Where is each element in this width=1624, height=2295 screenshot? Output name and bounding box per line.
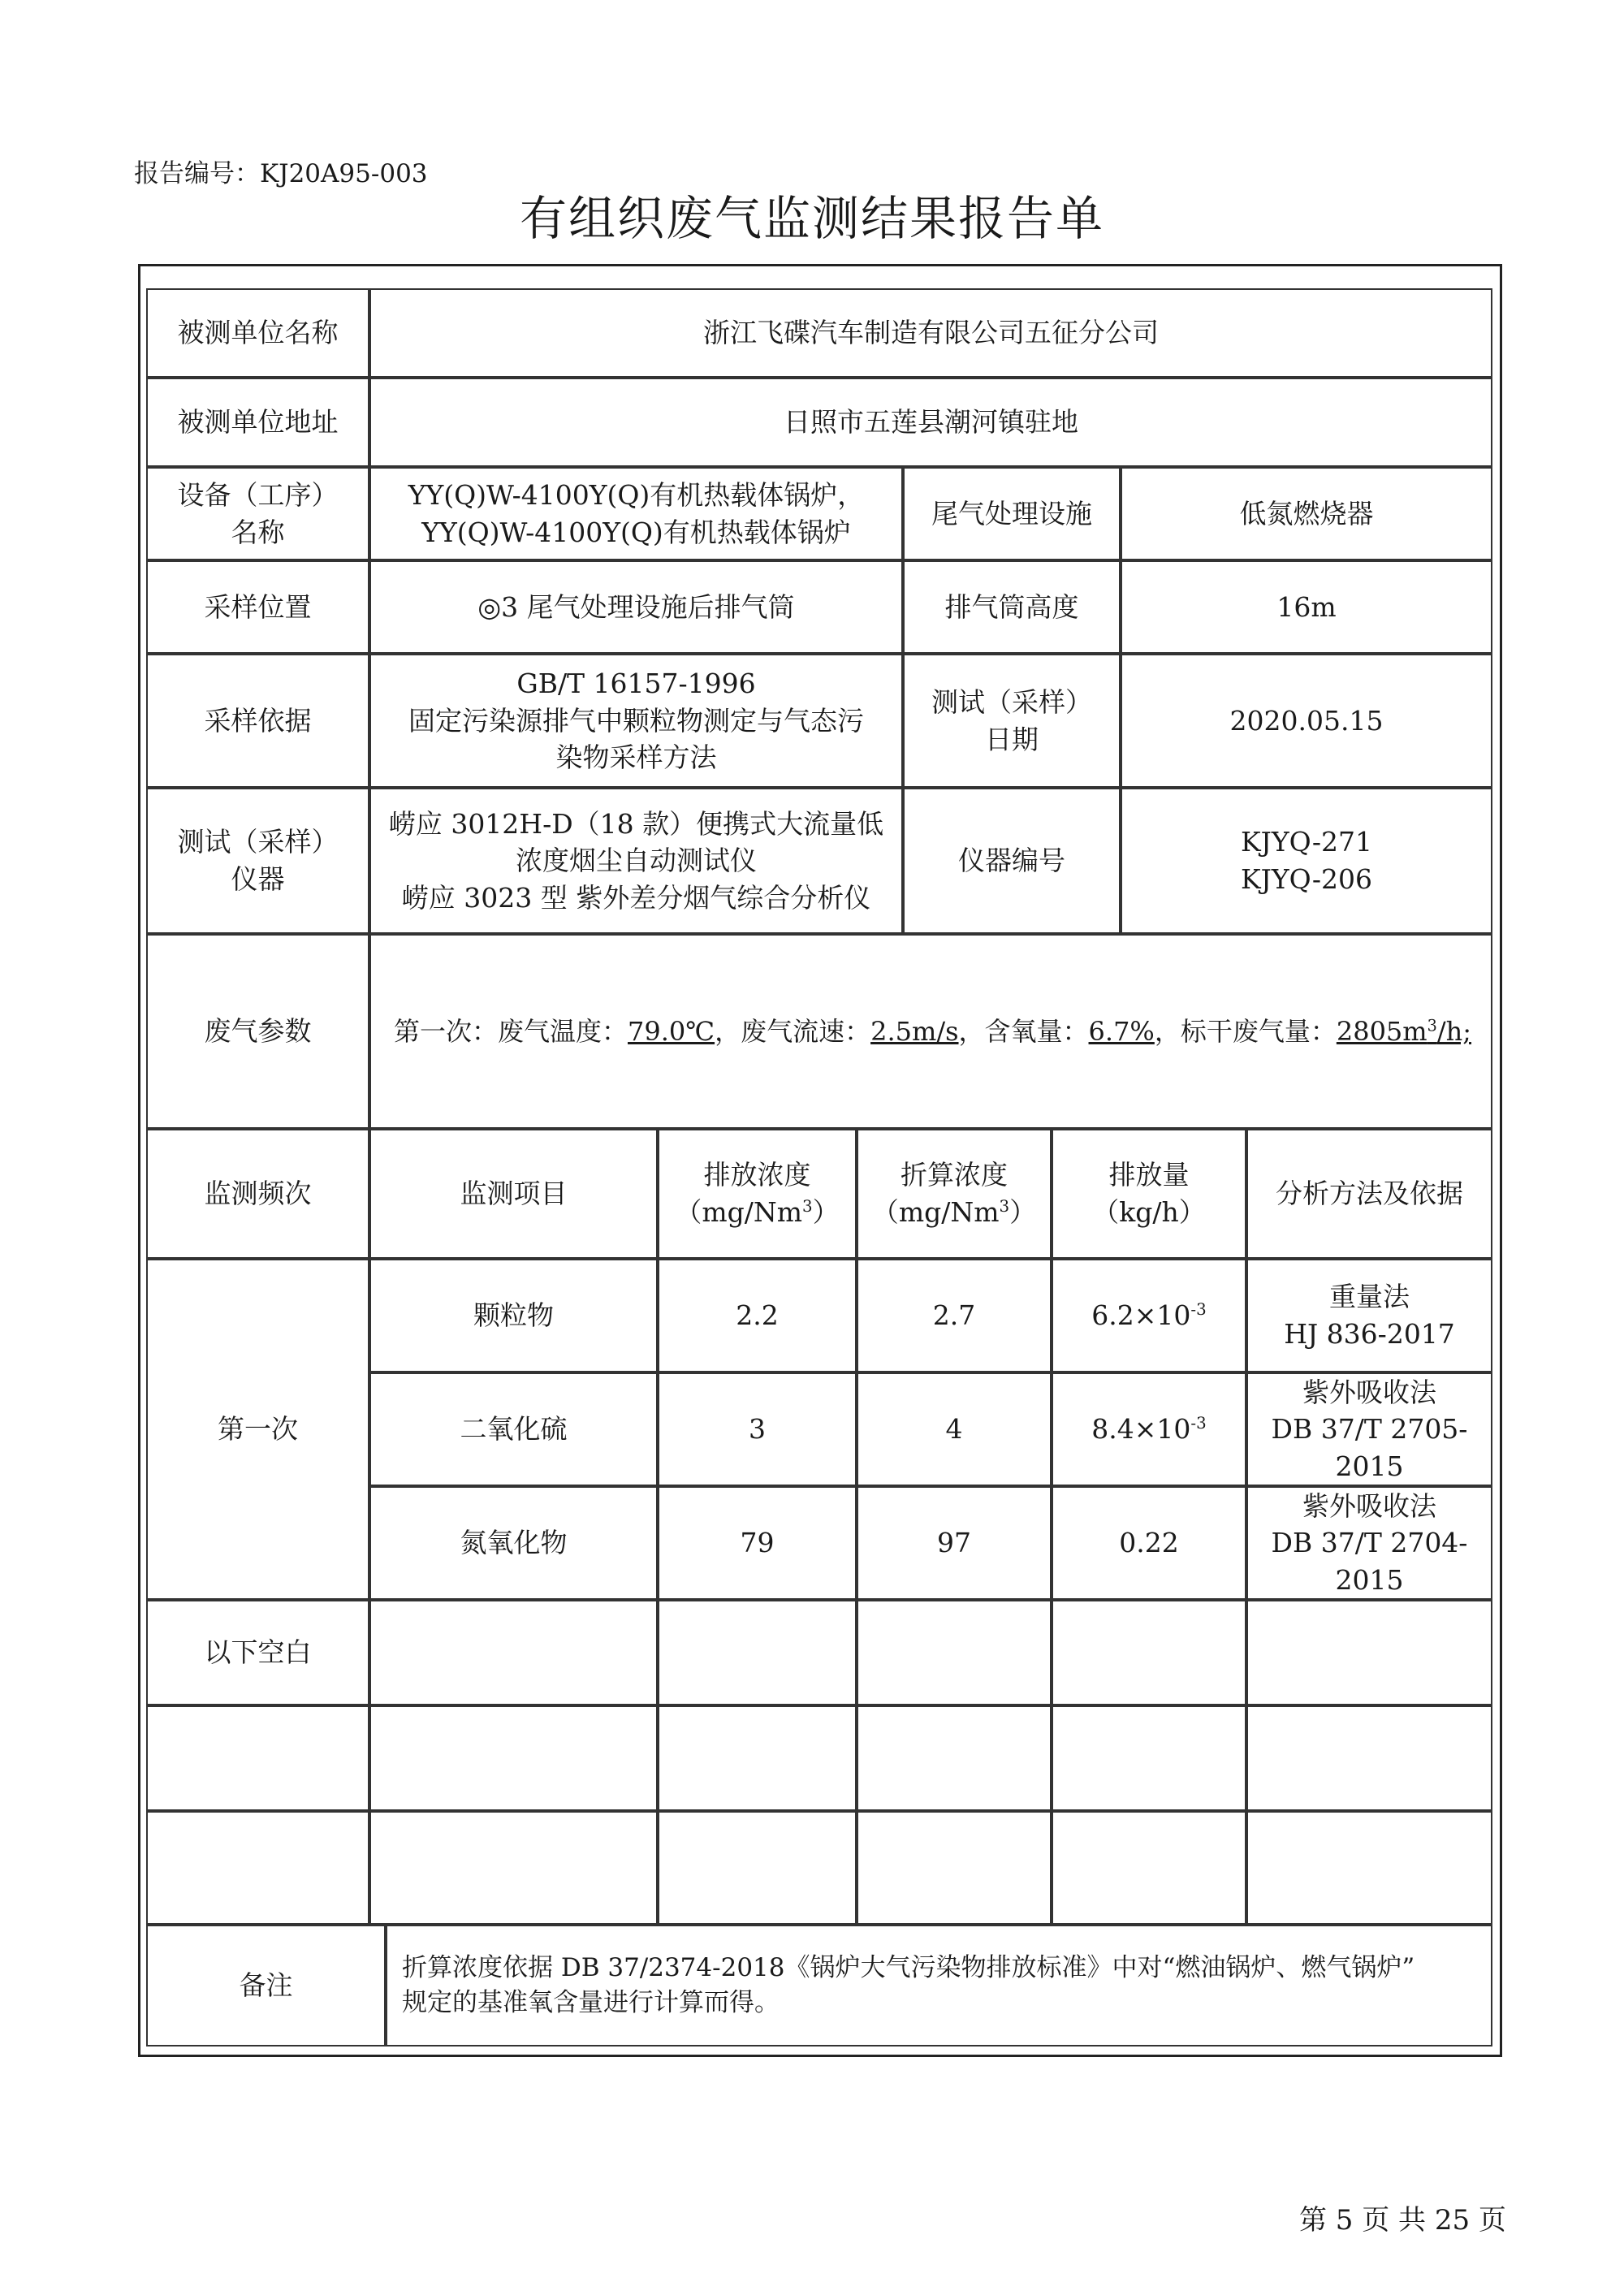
blank-cell [1246,1600,1492,1705]
dry-gas-flow: $2805m^3/h$; [1336,1015,1472,1047]
gas-velocity: 2.5m/s [870,1015,959,1047]
blank-cell [1246,1705,1492,1811]
table-row-emission: 2.2 [658,1259,857,1372]
table-row-converted: 2.7 [857,1259,1052,1372]
blank-cell [1052,1600,1246,1705]
label-stack-height: 排气筒高度 [903,560,1121,654]
oxygen-content: 6.7% [1088,1015,1155,1047]
blank-cell [369,1811,658,1925]
blank-cell [1052,1705,1246,1811]
blank-cell [857,1811,1052,1925]
first-round-label: 第一次 [146,1259,369,1600]
value-unit-name: 浙江飞碟汽车制造有限公司五征分公司 [369,288,1492,378]
blank-cell [1246,1811,1492,1925]
label-remarks: 备注 [146,1925,386,2046]
blank-cell [146,1811,369,1925]
blank-cell [369,1705,658,1811]
value-test-date: 2020.05.15 [1121,654,1492,788]
table-row-item: 颗粒物 [369,1259,658,1372]
value-sampling-basis: GB/T 16157-1996 固定污染源排气中颗粒物测定与气态污 染物采样方法 [369,654,903,788]
value-instrument-no: KJYQ-271 KJYQ-206 [1121,788,1492,934]
report-number: 报告编号：KJ20A95-003 [134,159,428,188]
header-emission-conc: 排放浓度 （mg/Nm$^3$） [658,1129,857,1259]
table-row-converted: 97 [857,1486,1052,1600]
header-method: 分析方法及依据 [1246,1129,1492,1259]
blank-cell [658,1705,857,1811]
blank-cell [369,1600,658,1705]
header-emission-rate: 排放量 （kg/h） [1052,1129,1246,1259]
table-row-rate: 0.22 [1052,1486,1246,1600]
label-unit-address: 被测单位地址 [146,378,369,467]
value-sampling-position: ◎3 尾气处理设施后排气筒 [369,560,903,654]
blank-cell [658,1600,857,1705]
header-item: 监测项目 [369,1129,658,1259]
table-row-emission: 79 [658,1486,857,1600]
table-row-method: 重量法 HJ 836-2017 [1246,1259,1492,1372]
blank-cell [857,1705,1052,1811]
page-title: 有组织废气监测结果报告单 [519,191,1104,246]
label-gas-params: 废气参数 [146,934,369,1129]
value-instrument: 崂应 3012H-D（18 款）便携式大流量低 浓度烟尘自动测试仪 崂应 3023 型 紫外差分烟气综合分析仪 [369,788,903,934]
table-row-rate: $8.4\times 10^{-3}$ [1052,1372,1246,1486]
blank-cell [1052,1811,1246,1925]
table-row-item: 氮氧化物 [369,1486,658,1600]
table-row-method: 紫外吸收法 DB 37/T 2704-2015 [1246,1486,1492,1600]
label-unit-name: 被测单位名称 [146,288,369,378]
label-test-date: 测试（采样） 日期 [903,654,1121,788]
table-row-converted: 4 [857,1372,1052,1486]
header-converted-conc: 折算浓度 （mg/Nm$^3$） [857,1129,1052,1259]
label-instrument-no: 仪器编号 [903,788,1121,934]
table-row-rate: $6.2\times 10^{-3}$ [1052,1259,1246,1372]
label-sampling-position: 采样位置 [146,560,369,654]
value-stack-height: 16m [1121,560,1492,654]
page-number: 第 5 页 共 25 页 [1299,2204,1506,2237]
blank-cell [857,1600,1052,1705]
gas-temperature: 79.0℃ [628,1015,715,1047]
blank-label: 以下空白 [146,1600,369,1705]
table-row-item: 二氧化硫 [369,1372,658,1486]
label-sampling-basis: 采样依据 [146,654,369,788]
label-instrument: 测试（采样） 仪器 [146,788,369,934]
header-frequency: 监测频次 [146,1129,369,1259]
blank-cell [146,1705,369,1811]
value-gas-params: 第一次：废气温度：79.0℃，废气流速：2.5m/s，含氧量：6.7%，标干废气量：$2805m^3/h$; [369,934,1492,1129]
label-equipment: 设备（工序） 名称 [146,467,369,560]
value-unit-address: 日照市五莲县潮河镇驻地 [369,378,1492,467]
label-treatment: 尾气处理设施 [903,467,1121,560]
table-row-method: 紫外吸收法 DB 37/T 2705-2015 [1246,1372,1492,1486]
value-remarks: 折算浓度依据 DB 37/2374-2018《锅炉大气污染物排放标准》中对“燃油锅炉、燃气锅炉” 规定的基准氧含量进行计算而得。 [386,1925,1492,2046]
table-row-emission: 3 [658,1372,857,1486]
blank-cell [658,1811,857,1925]
value-treatment: 低氮燃烧器 [1121,467,1492,560]
value-equipment: YY(Q)W-4100Y(Q)有机热载体锅炉， YY(Q)W-4100Y(Q)有机热载体锅炉 [369,467,903,560]
